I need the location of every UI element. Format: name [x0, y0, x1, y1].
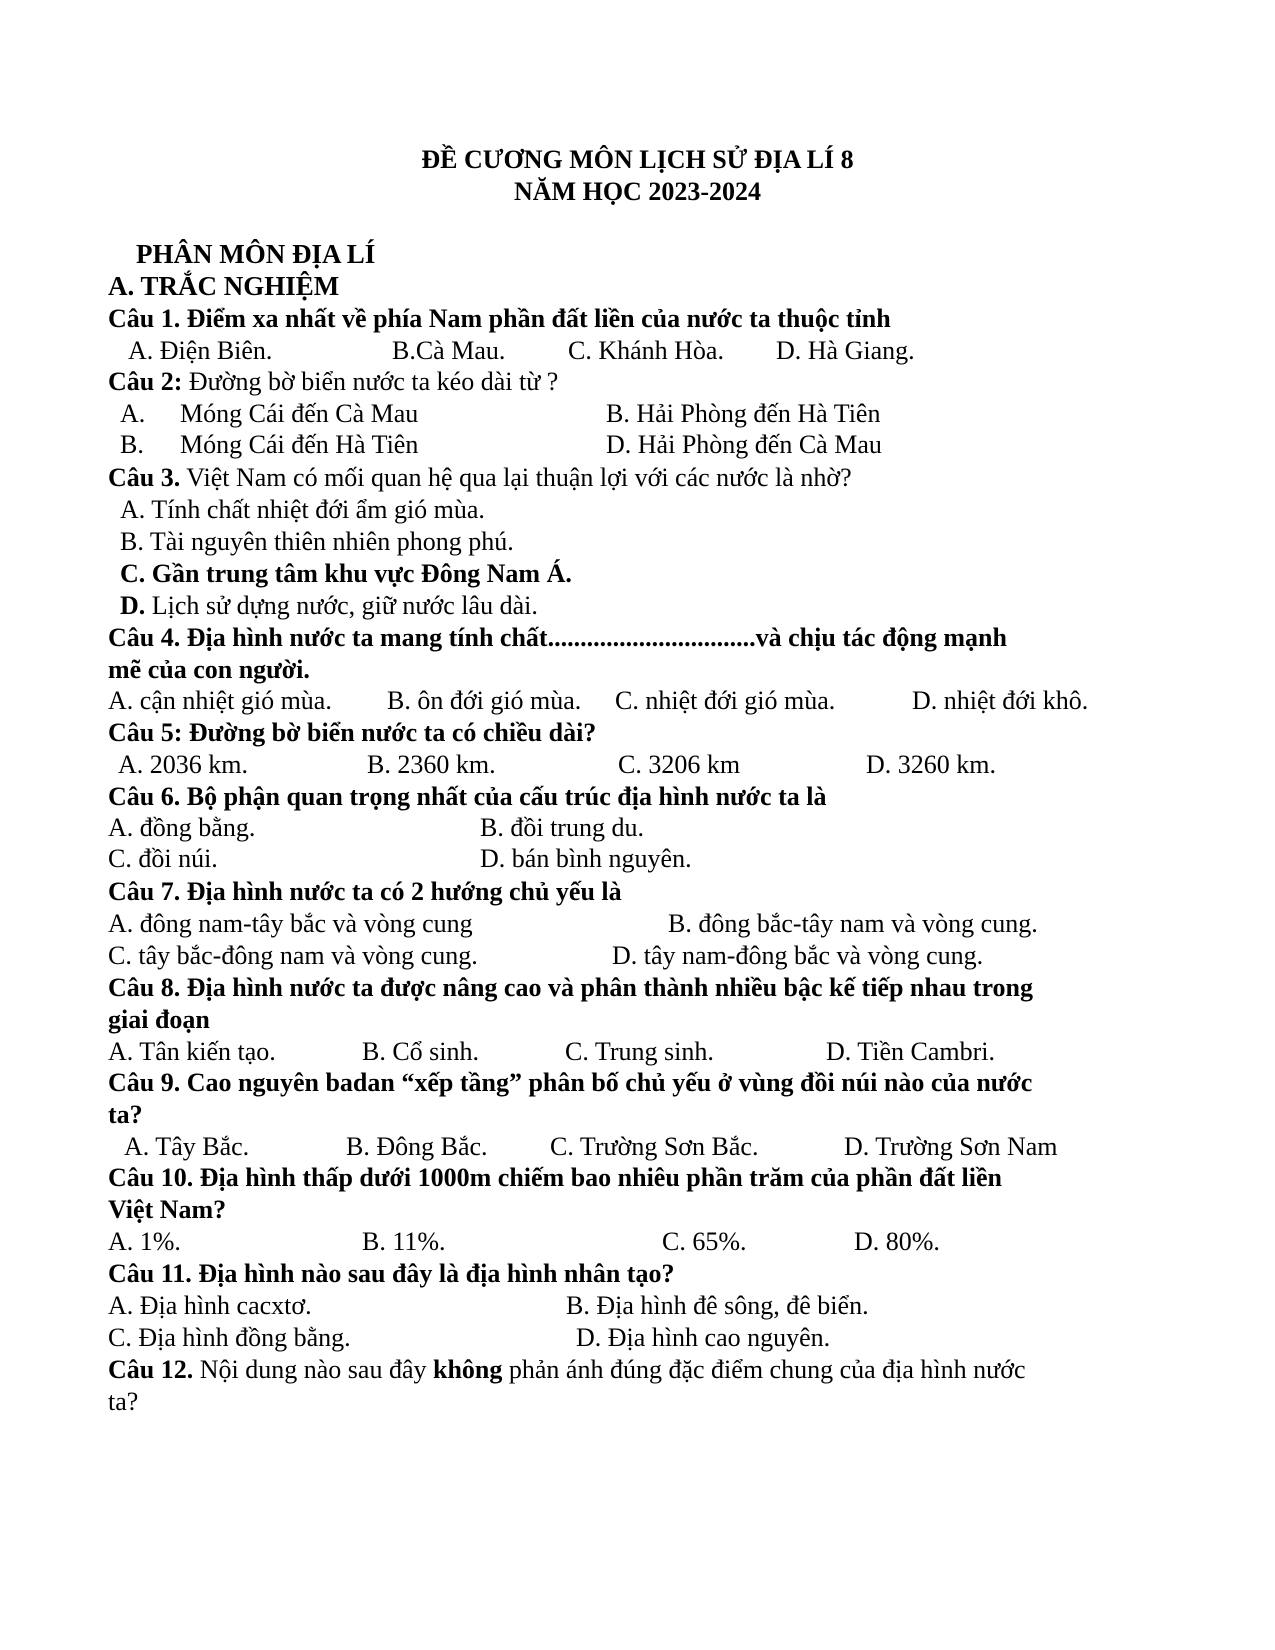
option: C. đồi núi.	[108, 844, 218, 873]
option: C. nhiệt đới gió mùa.	[615, 686, 836, 715]
option: D. Hà Giang.	[776, 336, 915, 365]
option: D. 3260 km.	[866, 750, 996, 779]
option: C. Khánh Hòa.	[568, 336, 724, 365]
option: C. 65%.	[662, 1227, 747, 1256]
question-2	[108, 366, 558, 398]
question-9-continued: ta?	[108, 1100, 143, 1129]
option: D. Địa hình cao nguyên.	[576, 1323, 831, 1352]
option: Móng Cái đến Cà Mau	[180, 399, 419, 428]
option: A. đồng bằng.	[108, 813, 256, 842]
question-text: Địa hình nào sau đây là địa hình nhân tạo?	[198, 1259, 675, 1288]
question-label: Câu 7.	[108, 877, 181, 906]
option: A. Địa hình cacxtơ.	[108, 1291, 312, 1320]
option: B. đông bắc-tây nam và vòng cung.	[668, 909, 1038, 938]
question-label: Câu 5:	[108, 718, 183, 747]
question-4-continued: mẽ của con người.	[108, 655, 310, 684]
question-text: Việt Nam có mối quan hệ qua lại thuận lợi với các nước là nhờ?	[186, 463, 852, 492]
option: B. Cổ sinh.	[362, 1037, 480, 1066]
question-label: Câu 3.	[108, 463, 181, 492]
option-letter: B.	[120, 430, 144, 459]
question-10-continued: Việt Nam?	[108, 1195, 227, 1224]
question-4	[108, 622, 1007, 654]
option: A. 1%.	[108, 1227, 181, 1256]
question-label: Câu 8.	[108, 973, 181, 1002]
option: B. Địa hình đê sông, đê biển.	[566, 1291, 869, 1320]
option: A. cận nhiệt gió mùa.	[108, 686, 332, 715]
option-text: Lịch sử dựng nước, giữ nước lâu dài.	[151, 591, 538, 620]
option	[120, 590, 538, 622]
option: B. Hải Phòng đến Hà Tiên	[606, 399, 881, 428]
question-emphasis: không	[433, 1355, 503, 1384]
option: A. Tây Bắc.	[124, 1132, 250, 1161]
option: A. Tân kiến tạo.	[108, 1037, 276, 1066]
question-text: phản ánh đúng đặc điểm chung của địa hình nước	[508, 1355, 1026, 1384]
option: B. Tài nguyên thiên nhiên phong phú.	[120, 527, 514, 556]
option: B. ôn đới gió mùa.	[387, 686, 582, 715]
question-text: Cao nguyên badan “xếp tầng” phân bố chủ yếu ở vùng đồi núi nào của nước	[186, 1068, 1033, 1097]
question-label: Câu 9.	[108, 1068, 181, 1097]
option: B. Đông Bắc.	[346, 1132, 488, 1161]
option: C. tây bắc-đông nam và vòng cung.	[108, 941, 478, 970]
option: C. 3206 km	[618, 750, 741, 779]
question-12-continued: ta?	[108, 1387, 139, 1416]
question-5	[108, 717, 596, 749]
question-label: Câu 4.	[108, 623, 181, 652]
option: C. Địa hình đồng bằng.	[108, 1323, 351, 1352]
part-title: A. TRẮC NGHIỆM	[108, 271, 340, 301]
option: D. bán bình nguyên.	[480, 844, 692, 873]
option: D. 80%.	[854, 1227, 940, 1256]
question-12	[108, 1354, 1026, 1386]
question-7	[108, 876, 622, 908]
option: C. Trường Sơn Bắc.	[550, 1132, 759, 1161]
question-text: Địa hình nước ta được nâng cao và phân thành nhiều bậc kế tiếp nhau trong	[186, 973, 1033, 1002]
question-text: Bộ phận quan trọng nhất của cấu trúc địa hình nước ta là	[186, 782, 827, 811]
option: B. 11%.	[362, 1227, 446, 1256]
option: Móng Cái đến Hà Tiên	[180, 430, 419, 459]
question-11	[108, 1258, 674, 1290]
question-6	[108, 781, 826, 813]
option: A. Điện Biên.	[128, 336, 273, 365]
question-3	[108, 462, 852, 494]
section-title: PHÂN MÔN ĐỊA LÍ	[136, 239, 376, 269]
option: A. 2036 km.	[118, 750, 248, 779]
option: A. Tính chất nhiệt đới ẩm gió mùa.	[120, 495, 485, 524]
question-8-continued: giai đoạn	[108, 1005, 210, 1034]
question-8	[108, 972, 1033, 1004]
option: D. nhiệt đới khô.	[912, 686, 1089, 715]
option-letter: D.	[120, 591, 146, 620]
question-10	[108, 1162, 1002, 1194]
question-text: Địa hình thấp dưới 1000m chiếm bao nhiêu phần trăm của phần đất liền	[199, 1163, 1002, 1192]
question-text: Địa hình nước ta có 2 hướng chủ yếu là	[186, 877, 622, 906]
option: A. đông nam-tây bắc và vòng cung	[108, 909, 473, 938]
document-title: ĐỀ CƯƠNG MÔN LỊCH SỬ ĐỊA LÍ 8	[421, 145, 854, 174]
option: D. Tiền Cambri.	[826, 1037, 996, 1066]
question-text: Nội dung nào sau đây	[199, 1355, 427, 1384]
question-label: Câu 2:	[108, 367, 183, 396]
school-year: NĂM HỌC 2023-2024	[514, 177, 761, 206]
question-text: Đường bờ biển nước ta kéo dài từ ?	[188, 367, 559, 396]
option: D. Hải Phòng đến Cà Mau	[606, 430, 882, 459]
option: C. Trung sinh.	[565, 1037, 714, 1066]
question-label: Câu 6.	[108, 782, 181, 811]
question-label: Câu 11.	[108, 1259, 192, 1288]
option: D. Trường Sơn Nam	[844, 1132, 1058, 1161]
option: B. đồi trung du.	[480, 813, 644, 842]
question-1	[108, 303, 891, 335]
question-9	[108, 1067, 1032, 1099]
option: B. 2360 km.	[367, 750, 496, 779]
option: D. tây nam-đông bắc và vòng cung.	[612, 941, 984, 970]
question-text: Địa hình nước ta mang tính chất................................và chịu tác động mạnh	[186, 623, 1007, 652]
question-text: Đường bờ biển nước ta có chiều dài?	[188, 718, 597, 747]
question-label: Câu 1.	[108, 304, 181, 333]
option-correct: C. Gần trung tâm khu vực Đông Nam Á.	[120, 559, 572, 588]
option: B.Cà Mau.	[392, 336, 506, 365]
question-label: Câu 12.	[108, 1355, 194, 1384]
option-letter: A.	[120, 399, 146, 428]
question-label: Câu 10.	[108, 1163, 194, 1192]
question-text: Điểm xa nhất về phía Nam phần đất liền của nước ta thuộc tỉnh	[186, 304, 891, 333]
